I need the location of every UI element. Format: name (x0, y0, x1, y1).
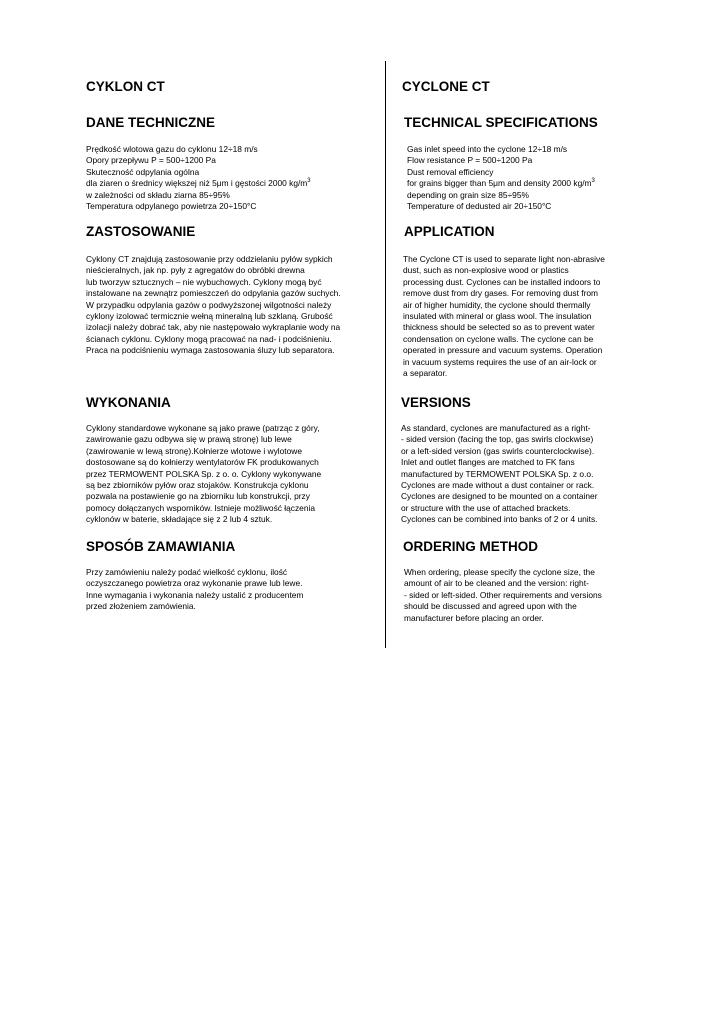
en-order-line: should be discussed and agreed upon with the (404, 601, 577, 612)
pl-tech-line: w zależności od składu ziarna 85÷95% (86, 189, 230, 200)
pl-versions-line: są bez zbiorników pyłów oraz stojaków. Konstrukcja cyklonu (86, 480, 309, 491)
pl-versions-line: (zawirowanie w lewą stronę).Kołnierze wlotowe i wylotowe (86, 445, 302, 456)
pl-order-heading: SPOSÓB ZAMAWIANIA (86, 539, 236, 554)
pl-order-line: przed złożeniem zamówienia. (86, 601, 196, 612)
superscript: 3 (591, 178, 595, 185)
en-order-line: - sided or left-sided. Other requirements and versions (404, 589, 602, 600)
en-app-line: thickness should be selected so as to prevent water (403, 322, 595, 333)
pl-app-line: lub tworzyw sztucznych – nie wybuchowych. Cyklony mogą być (86, 276, 322, 287)
pl-versions-line: Cyklony standardowe wykonane są jako prawe (patrząc z góry, (86, 423, 320, 433)
pl-versions-line: pomocy dołączanych wsporników. Istnieje możliwość łączenia (86, 502, 316, 513)
en-tech-heading: TECHNICAL SPECIFICATIONS (404, 115, 598, 130)
pl-tech-line: Skuteczność odpylania ogólna (86, 166, 200, 177)
en-order-heading: ORDERING METHOD (403, 539, 538, 554)
en-versions-line: - sided version (facing the top, gas swirls clockwise) (401, 434, 594, 445)
pl-app-heading: ZASTOSOWANIE (86, 224, 196, 239)
en-versions-line: Cyclones are designed to be mounted on a container (401, 491, 598, 502)
en-tech-line: Flow resistance P = 500÷1200 Pa (407, 155, 533, 166)
en-versions-line: Cyclones can be combined into banks of 2 or 4 units. (401, 514, 598, 525)
en-versions-text (401, 423, 646, 526)
pl-order-line: oczyszczanego powietrza oraz wykonanie prawe lub lewe. (86, 578, 303, 589)
en-tech-line: for grains bigger than 5μm and density 2000 $kg/m^3$ (407, 178, 595, 189)
pl-tech-heading: DANE TECHNICZNE (86, 115, 216, 130)
pl-versions-line: dostosowane są do kołnierzy wentylatorów FK produkowanych (86, 457, 319, 468)
pl-product-title: CYKLON CT (86, 79, 165, 94)
en-tech-line: Temperature of dedusted air 20÷150°C (407, 201, 552, 212)
en-versions-line: Inlet and outlet flanges are matched to FK fans (401, 457, 575, 468)
en-app-line: air of higher humidity, the cyclone should thermally (403, 299, 591, 310)
pl-tech-line: Prędkość wlotowa gazu do cyklonu 12÷18 m/s (86, 144, 258, 154)
en-app-line: remove dust from dry gases. For removing dust from (403, 288, 599, 299)
pl-versions-line: zawirowanie gazu odbywa się w prawą stronę) lub lewe (86, 434, 292, 445)
en-app-line: insulated with mineral or glass wool. The insulation (403, 311, 592, 322)
en-versions-line: or a left-sided version (gas swirls counterclockwise). (401, 445, 595, 456)
pl-app-line: Praca na podciśnieniu wymaga zastosowania śluzy lub separatora. (86, 345, 335, 356)
en-order-text (404, 567, 649, 624)
en-tech-line: depending on grain size 85÷95% (407, 189, 529, 200)
en-app-line: a separator. (403, 368, 448, 379)
pl-order-line: Przy zamówieniu należy podać wielkość cyklonu, ilość (86, 567, 288, 577)
pl-versions-line: przez TERMOWENT POLSKA Sp. z o. o. Cyklony wykonywane (86, 468, 322, 479)
pl-app-line: ścianach cyklonu. Cyklony mogą pracować na nad- i podciśnieniu. (86, 333, 332, 344)
en-order-line: amount of air to be cleaned and the version: right- (404, 578, 589, 589)
pl-versions-text (86, 423, 386, 526)
en-versions-line: manufactured by TERMOWENT POLSKA Sp. z o.o. (401, 468, 594, 479)
en-app-line: dust, such as non-explosive wood or plastics (403, 265, 569, 276)
pl-app-line: izolacji należy dobrać tak, aby nie następowało wykraplanie wody na (86, 322, 341, 333)
en-app-heading: APPLICATION (404, 224, 495, 239)
pl-versions-line: cyklonów w baterie, składające się z 2 lub 4 sztuk. (86, 514, 273, 525)
pl-app-text (86, 254, 386, 357)
en-app-text (403, 254, 648, 379)
en-tech-text (407, 144, 652, 212)
pl-app-line: instalowane na zewnątrz pomieszczeń do odpylania gazów suchych. (86, 288, 341, 299)
en-product-title: CYCLONE CT (402, 79, 490, 94)
pl-app-line: W przypadku odpylania gazów o podwyższonej wilgotności należy (86, 299, 332, 310)
en-app-line: operated in pressure and vacuum systems. Operation (403, 345, 603, 356)
pl-app-line: nieścieralnych, jak np. pyły z agregatów do obróbki drewna (86, 265, 305, 276)
en-versions-line: As standard, cyclones are manufactured as a right- (401, 423, 591, 433)
en-order-line: When ordering, please specify the cyclone size, the (404, 567, 595, 577)
pl-order-line: Inne wymagania i wykonania należy ustalić z producentem (86, 589, 304, 600)
en-app-line: The Cyclone CT is used to separate light non-abrasive (403, 254, 605, 264)
pl-versions-line: pozwala na postawienie go na zbiorniku lub konstrukcji, przy (86, 491, 310, 502)
en-versions-heading: VERSIONS (401, 395, 471, 410)
en-versions-line: Cyclones are made without a dust container or rack. (401, 480, 595, 491)
pl-versions-heading: WYKONANIA (86, 395, 171, 410)
pl-tech-line: Opory przepływu P = 500÷1200 Pa (86, 155, 216, 166)
pl-app-line: cyklony izolować termicznie wełną mineralną lub szklaną. Grubość (86, 311, 333, 322)
en-order-line: manufacturer before placing an order. (404, 612, 544, 623)
en-app-line: in vacuum systems requires the use of an air-lock or (403, 356, 597, 367)
pl-tech-line: dla ziaren o średnicy większej niż 5μm i gęstości 2000 $kg/m^3$ (86, 178, 311, 189)
en-tech-line: Gas inlet speed into the cyclone 12÷18 m/s (407, 144, 568, 154)
en-tech-line: Dust removal efficiency (407, 166, 494, 177)
en-versions-line: or structure with the use of attached brackets. (401, 502, 571, 513)
en-app-line: condensation on cyclone walls. The cyclone can be (403, 333, 594, 344)
superscript: 3 (307, 178, 311, 185)
pl-tech-line: Temperatura odpylanego powietrza 20÷150°C (86, 201, 257, 212)
pl-app-line: Cyklony CT znajdują zastosowanie przy oddzielaniu pyłów sypkich (86, 254, 333, 264)
pl-tech-text (86, 144, 386, 212)
pl-order-text (86, 567, 386, 613)
en-app-line: processing dust. Cyclones can be installed indoors to (403, 276, 601, 287)
